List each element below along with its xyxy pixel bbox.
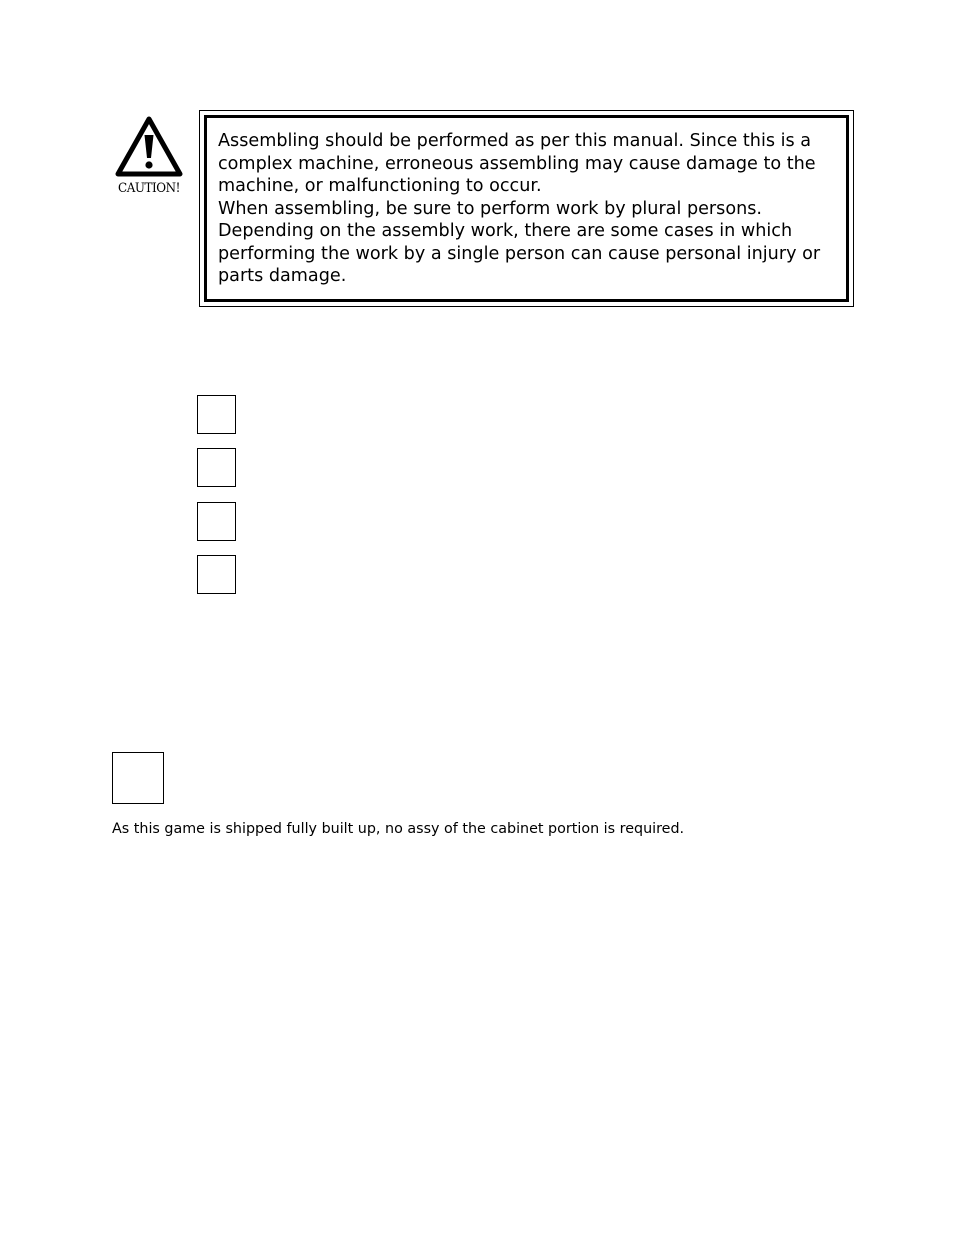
section-box: [112, 752, 164, 804]
warning-triangle-icon: [115, 115, 183, 177]
checklist-box-3: [197, 502, 236, 541]
checklist-box-2: [197, 448, 236, 487]
caution-box: [204, 115, 849, 302]
checklist-box-1: [197, 395, 236, 434]
caution-text-line: machine, or malfunctioning to occur.: [218, 176, 542, 196]
assembly-note: As this game is shipped fully built up, no assy of the cabinet portion is required.: [112, 821, 685, 837]
caution-text-line: Depending on the assembly work, there are some cases in which: [218, 221, 793, 241]
checklist-box-4: [197, 555, 236, 594]
caution-text-line: parts damage.: [218, 266, 347, 286]
caution-text-line: Assembling should be performed as per this manual. Since this is a: [218, 131, 812, 151]
caution-frame: [199, 110, 854, 307]
caution-text-line: performing the work by a single person can cause personal injury or: [218, 243, 821, 264]
caution-text-line: When assembling, be sure to perform work by plural persons.: [218, 198, 763, 219]
caution-symbol: [113, 115, 185, 205]
caution-label: CAUTION!: [118, 181, 180, 196]
caution-text-line: complex machine, erroneous assembling may cause damage to the: [218, 153, 816, 174]
